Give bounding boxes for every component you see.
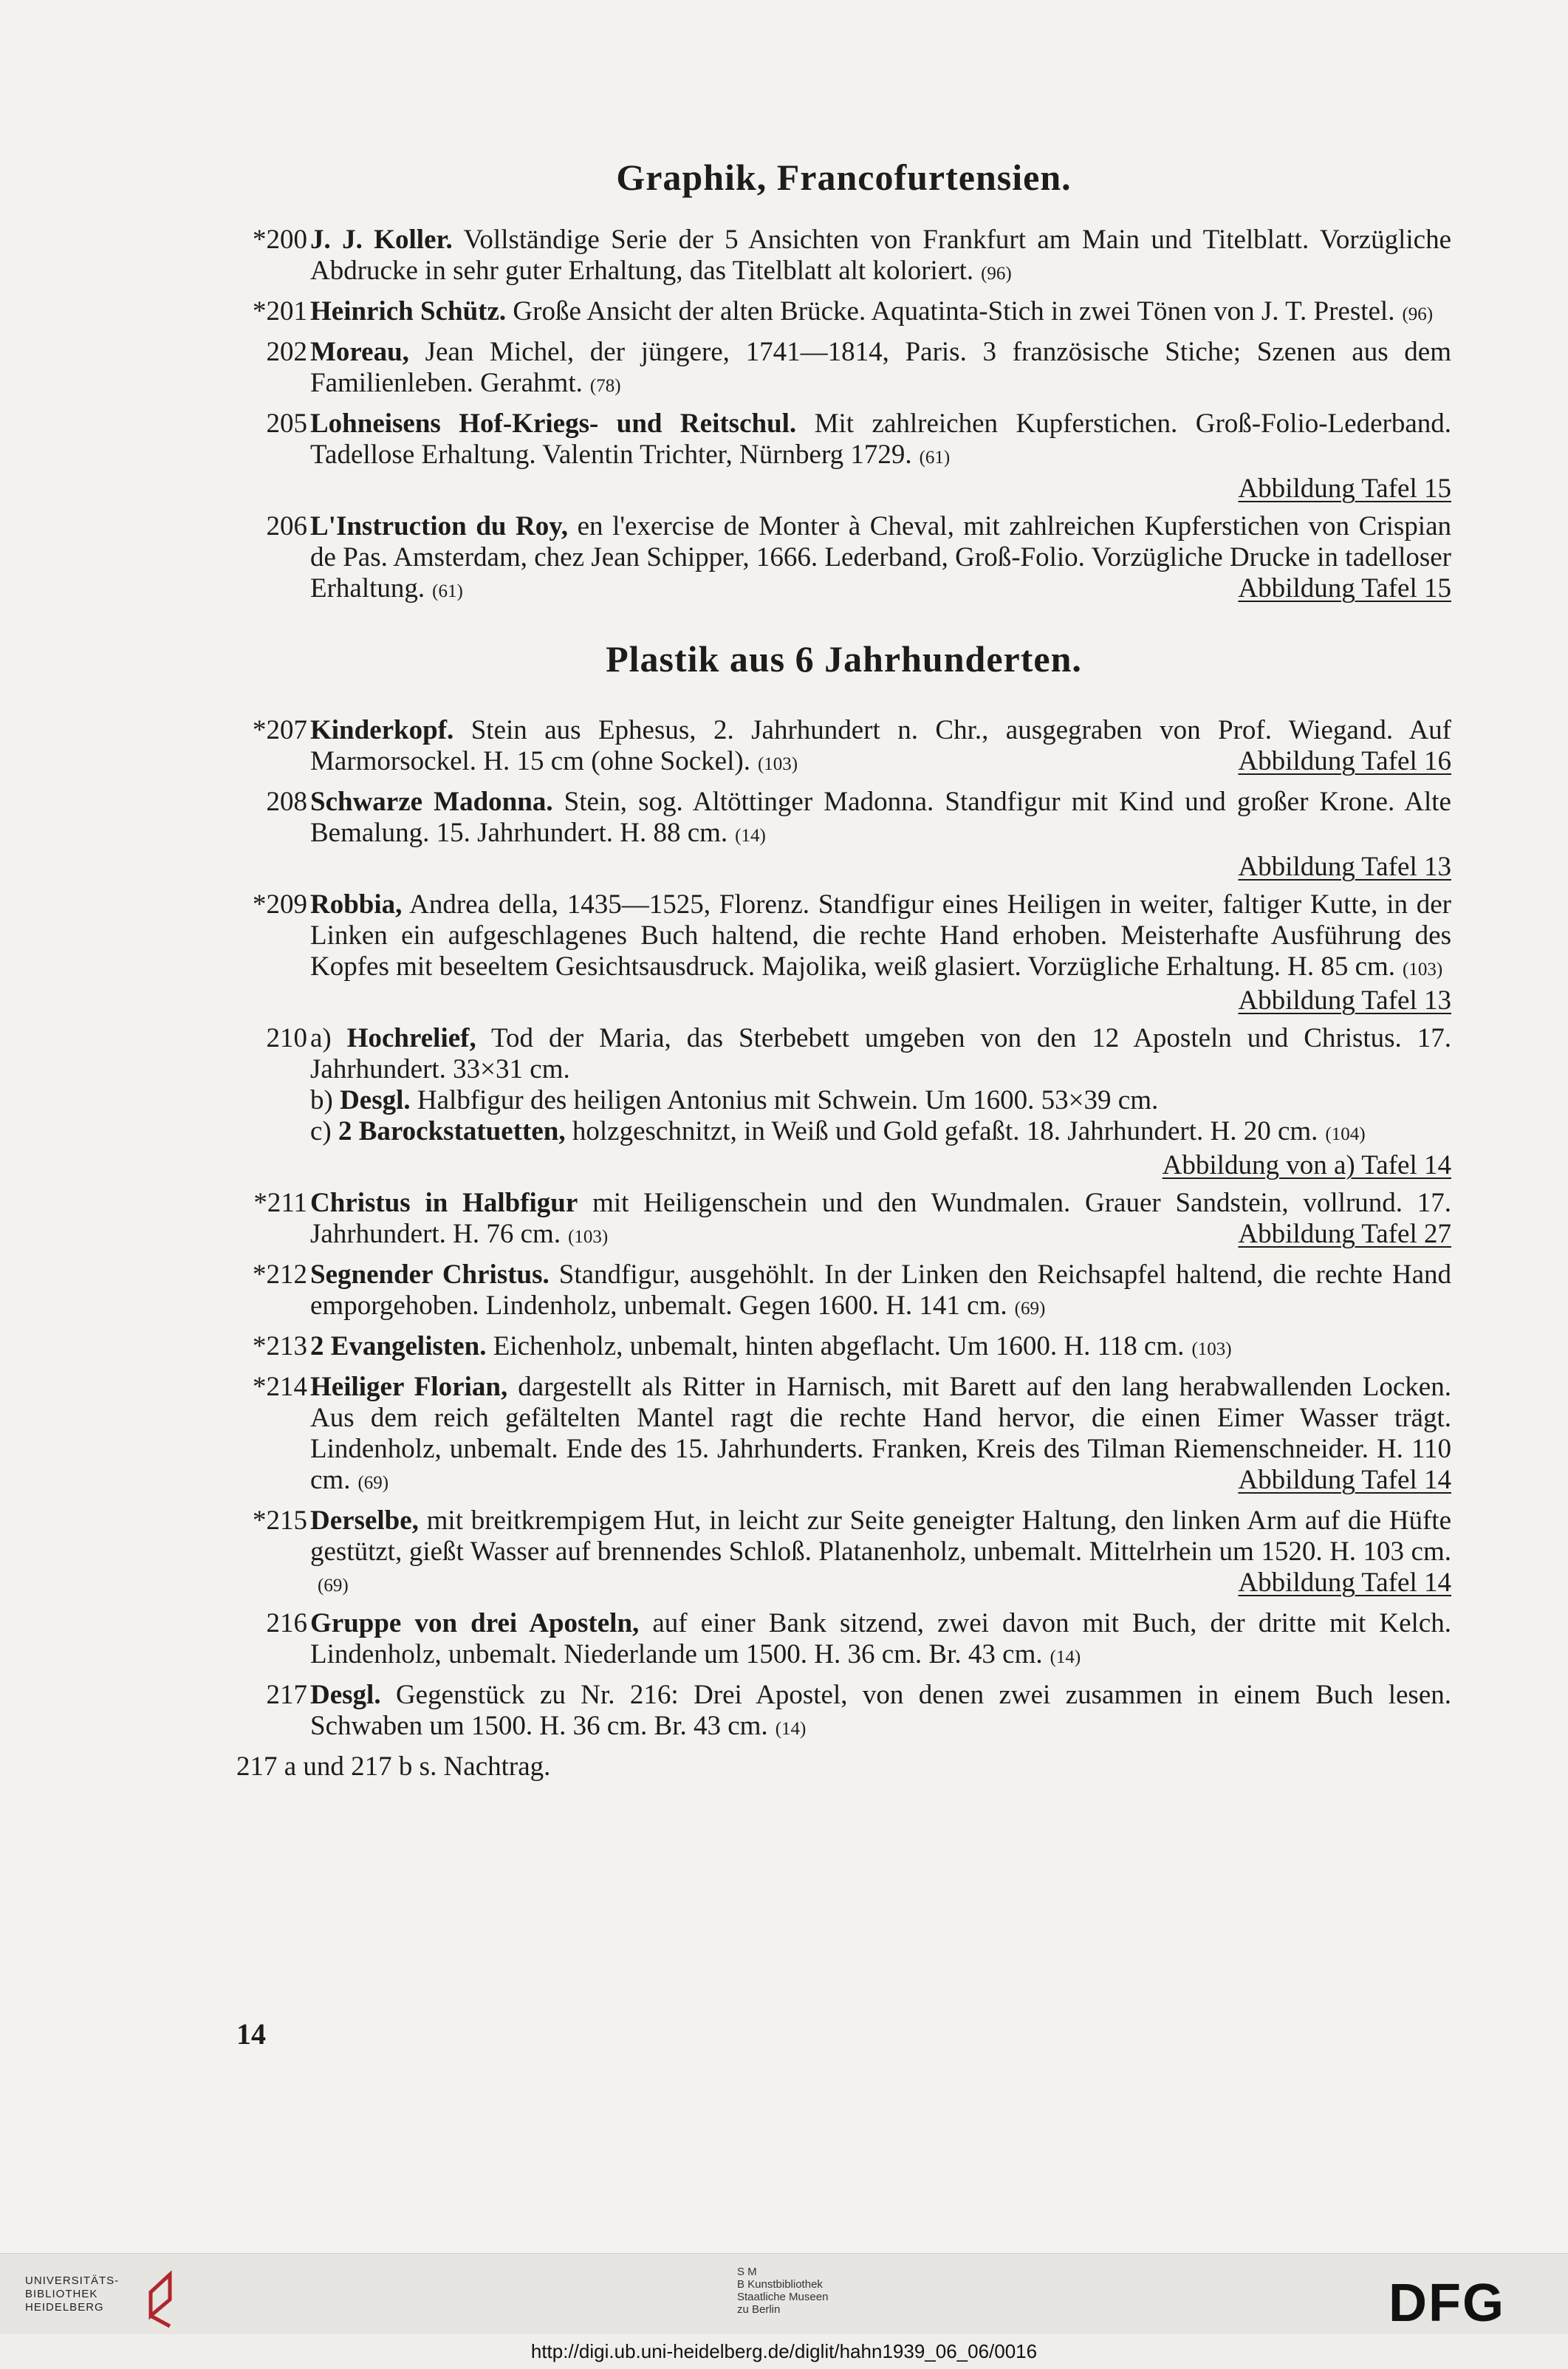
uni-logo-line: BIBLIOTHEK <box>25 2288 98 2300</box>
entry-text: Stein aus Ephesus, 2. Jahrhundert n. Chr., ausgegraben von Prof. Wiegand. Auf Marmorsockel. H. 15 cm (ohne Sockel). <box>310 715 1451 776</box>
entry-name: Kinderkopf. <box>310 715 454 745</box>
entry-ref: (104) <box>1325 1124 1366 1144</box>
catalog-entry-216 <box>236 1608 1451 1673</box>
entry-number: 217 <box>266 1680 307 1710</box>
illustration-reference: Abbildung von a) Tafel 14 <box>1162 1150 1451 1180</box>
entry-number: *200 <box>253 225 307 255</box>
catalog-entry-214 <box>236 1372 1451 1499</box>
section-title-plastik: Plastik aus 6 Jahrhunderten. <box>606 638 1082 680</box>
entry-name: Heiliger Florian, <box>310 1372 508 1402</box>
sub-entry-c <box>310 1116 1451 1180</box>
sub-prefix: c) <box>310 1116 332 1146</box>
sub-prefix: a) <box>310 1023 332 1053</box>
entry-text: Große Ansicht der alten Brücke. Aquatinta-Stich in zwei Tönen von J. T. Prestel. <box>506 296 1395 327</box>
catalog-entry-205 <box>236 408 1451 505</box>
entry-ref: (69) <box>357 1473 389 1493</box>
entry-number: *214 <box>253 1372 307 1402</box>
illustration-reference: Abbildung Tafel 15 <box>1238 474 1451 504</box>
entry-ref: (103) <box>1191 1339 1232 1359</box>
entry-ref: (14) <box>735 826 766 846</box>
entry-ref: (96) <box>1402 304 1434 324</box>
entry-text: dargestellt als Ritter in Harnisch, mit Barett auf den lang herabwallenden Locken. Aus dem reich gefältelten Mantel ragt die rechte Hand hervor, die einen Eimer Wasser trägt. Lindenholz, unbemalt. Ende des 15. Jahrhunderts. Franken, Kreis des Tilman Riemenschneider. H. 110 cm. <box>310 1372 1451 1495</box>
entry-name: Hochrelief, <box>346 1023 476 1053</box>
entry-text: holzgeschnitzt, in Weiß und Gold gefaßt. 18. Jahrhundert. H. 20 cm. <box>565 1116 1318 1146</box>
entry-number: 208 <box>266 787 307 817</box>
entry-name: Moreau, <box>310 337 409 367</box>
sub-prefix: b) <box>310 1085 333 1115</box>
sm-logo-line: zu Berlin <box>737 2303 781 2316</box>
entry-ref: (103) <box>568 1227 609 1247</box>
entry-ref: (103) <box>1403 960 1443 980</box>
illustration-reference: Abbildung Tafel 14 <box>1238 1465 1451 1495</box>
entry-text: Mit zahlreichen Kupferstichen. Groß-Folio-Lederband. Tadellose Erhaltung. Valentin Trichter, Nürnberg 1729. <box>310 408 1451 470</box>
entry-name: J. J. Koller. <box>310 225 453 255</box>
entry-number: 206 <box>266 511 307 541</box>
entry-ref: (103) <box>757 754 798 774</box>
entry-text: Andrea della, 1435—1525, Florenz. Standfigur eines Heiligen in weiter, faltiger Kutte, in der Linken ein aufgeschlagenes Buch haltend, die rechte Hand erhoben. Meisterhafte Ausführung des Kopfes mit beseeltem Gesichtsausdruck. Majolika, weiß glasiert. Vorzügliche Erhaltung. H. 85 cm. <box>310 889 1451 982</box>
page-number: 14 <box>236 2017 266 2051</box>
entry-number: 210 <box>266 1023 307 1053</box>
entry-text: auf einer Bank sitzend, zwei davon mit Buch, der dritte mit Kelch. Lindenholz, unbemalt. Niederlande um 1500. H. 36 cm. Br. 43 cm. <box>310 1608 1452 1669</box>
catalog-entry-211 <box>236 1188 1451 1253</box>
sm-logo-line: Staatliche Museen <box>737 2291 829 2303</box>
entry-ref: (61) <box>919 448 951 468</box>
entry-ref: (96) <box>981 264 1012 284</box>
entry-name: Schwarze Madonna. <box>310 787 553 817</box>
heidelberg-library-logo <box>25 2274 119 2314</box>
catalog-entry-200 <box>236 225 1451 290</box>
entry-number: *213 <box>253 1331 307 1361</box>
illustration-reference: Abbildung Tafel 16 <box>1238 746 1451 776</box>
entry-ref: (14) <box>775 1719 807 1739</box>
entry-number: *215 <box>253 1505 307 1536</box>
entry-text: Stein, sog. Altöttinger Madonna. Standfigur mit Kind und großer Krone. Alte Bemalung. 15. Jahrhundert. H. 88 cm. <box>310 787 1451 848</box>
catalog-entry-217ab <box>236 1751 1451 1782</box>
entry-number: 216 <box>266 1608 307 1638</box>
entry-number: 205 <box>266 408 307 439</box>
sub-entry-a <box>310 1023 1451 1084</box>
entry-name: Robbia, <box>310 889 403 920</box>
entry-name: Lohneisens Hof-Kriegs- und Reitschul. <box>310 408 797 439</box>
entry-text: Gegenstück zu Nr. 216: Drei Apostel, von denen zwei zusammen in einem Buch lesen. Schwaben um 1500. H. 36 cm. Br. 43 cm. <box>310 1680 1451 1741</box>
entry-text: en l'exercise de Monter à Cheval, mit zahlreichen Kupferstichen von Crispian de Pas. Amsterdam, chez Jean Schipper, 1666. Lederband, Groß-Folio. Vorzügliche Drucke in tadelloser Erhaltung. <box>310 511 1451 604</box>
entry-name: Desgl. <box>310 1680 381 1710</box>
entry-name: Heinrich Schütz. <box>310 296 507 327</box>
entry-text: Vollständige Serie der 5 Ansichten von Frankfurt am Main und Titelblatt. Vorzügliche Abdrucke in sehr guter Erhaltung, das Titelblatt alt koloriert. <box>310 225 1451 286</box>
entry-text: Jean Michel, der jüngere, 1741—1814, Paris. 3 französische Stiche; Szenen aus dem Familienleben. Gerahmt. <box>310 337 1451 398</box>
uni-logo-line: UNIVERSITÄTS- <box>25 2274 120 2287</box>
illustration-reference: Abbildung Tafel 13 <box>1238 985 1451 1016</box>
entry-name: Desgl. <box>340 1085 411 1115</box>
uni-logo-line: HEIDELBERG <box>25 2301 104 2314</box>
catalog-entry-215 <box>236 1505 1451 1601</box>
entry-text: Halbfigur des heiligen Antonius mit Schwein. Um 1600. 53×39 cm. <box>410 1085 1159 1115</box>
entry-name: L'Instruction du Roy, <box>310 511 568 541</box>
entry-number: *209 <box>253 889 307 920</box>
entry-text: Tod der Maria, das Sterbebett umgeben von den 12 Aposteln und Christus. 17. Jahrhundert. 33×31 cm. <box>310 1023 1452 1084</box>
entry-number: *211 <box>253 1188 307 1218</box>
catalog-entry-213 <box>236 1331 1451 1365</box>
entry-name: Christus in Halbfigur <box>310 1188 578 1218</box>
entry-number: *207 <box>253 715 307 745</box>
illustration-reference: Abbildung Tafel 14 <box>1238 1568 1451 1598</box>
source-url-text[interactable]: http://digi.ub.uni-heidelberg.de/diglit/hahn1939_06_06/0016 <box>530 2340 1038 2362</box>
entry-text: Eichenholz, unbemalt, hinten abgeflacht. Um 1600. H. 118 cm. <box>486 1331 1185 1361</box>
illustration-reference: Abbildung Tafel 15 <box>1238 573 1451 604</box>
digitization-footer <box>0 2253 1568 2335</box>
entry-ref: (69) <box>1014 1299 1046 1319</box>
catalog-entry-206 <box>236 511 1451 607</box>
sub-entry-b <box>310 1085 1451 1116</box>
entry-name: 2 Evangelisten. <box>310 1331 487 1361</box>
catalog-entry-210 <box>236 1023 1451 1181</box>
catalog-entry-212 <box>236 1259 1451 1324</box>
catalog-entry-207 <box>236 715 1451 780</box>
catalog-entry-208 <box>236 787 1451 883</box>
entry-name: Gruppe von drei Aposteln, <box>310 1608 640 1638</box>
entry-ref: (69) <box>318 1576 349 1596</box>
entry-name: Segnender Christus. <box>310 1259 550 1290</box>
illustration-reference: Abbildung Tafel 13 <box>1238 852 1451 882</box>
entry-text: mit breitkrempigem Hut, in leicht zur Seite geneigter Haltung, den linken Arm auf die Hüfte gestützt, gießt Wasser auf brennendes Schloß. Platanenholz, unbemalt. Mittelrhein um 1520. H. 103 cm. <box>310 1505 1451 1567</box>
entry-text: mit Heiligenschein und den Wundmalen. Grauer Sandstein, vollrund. 17. Jahrhundert. H. 76 cm. <box>310 1188 1451 1249</box>
section-title-graphik: Graphik, Francofurtensien. <box>616 157 1072 198</box>
entry-name: 2 Barockstatuetten, <box>338 1116 566 1146</box>
entry-ref: (14) <box>1050 1647 1081 1667</box>
catalog-entry-202 <box>236 337 1451 402</box>
entry-text: 217 a und 217 b s. Nachtrag. <box>236 1751 551 1782</box>
heidelberg-mark-icon <box>140 2270 180 2329</box>
illustration-reference: Abbildung Tafel 27 <box>1238 1219 1451 1249</box>
sm-logo-line: B Kunstbibliothek <box>737 2278 823 2291</box>
catalog-entry-201 <box>236 296 1451 330</box>
smb-kunstbibliothek-logo <box>737 2266 828 2316</box>
dfg-logo: DFG <box>1389 2274 1505 2333</box>
catalog-content <box>236 148 1451 1789</box>
entry-number: *201 <box>253 296 307 327</box>
source-url[interactable] <box>0 2334 1568 2369</box>
entry-text: Standfigur, ausgehöhlt. In der Linken den Reichsapfel haltend, die rechte Hand emporgehoben. Lindenholz, unbemalt. Gegen 1600. H. 141 cm. <box>310 1259 1451 1321</box>
entry-number: *212 <box>253 1259 307 1290</box>
entry-ref: (61) <box>432 581 463 601</box>
entry-name: Derselbe, <box>310 1505 419 1536</box>
catalog-entry-217 <box>236 1680 1451 1745</box>
catalog-entry-209 <box>236 889 1451 1016</box>
entry-ref: (78) <box>589 376 621 396</box>
entry-number: 202 <box>266 337 307 367</box>
sm-logo-line: S M <box>737 2266 757 2278</box>
